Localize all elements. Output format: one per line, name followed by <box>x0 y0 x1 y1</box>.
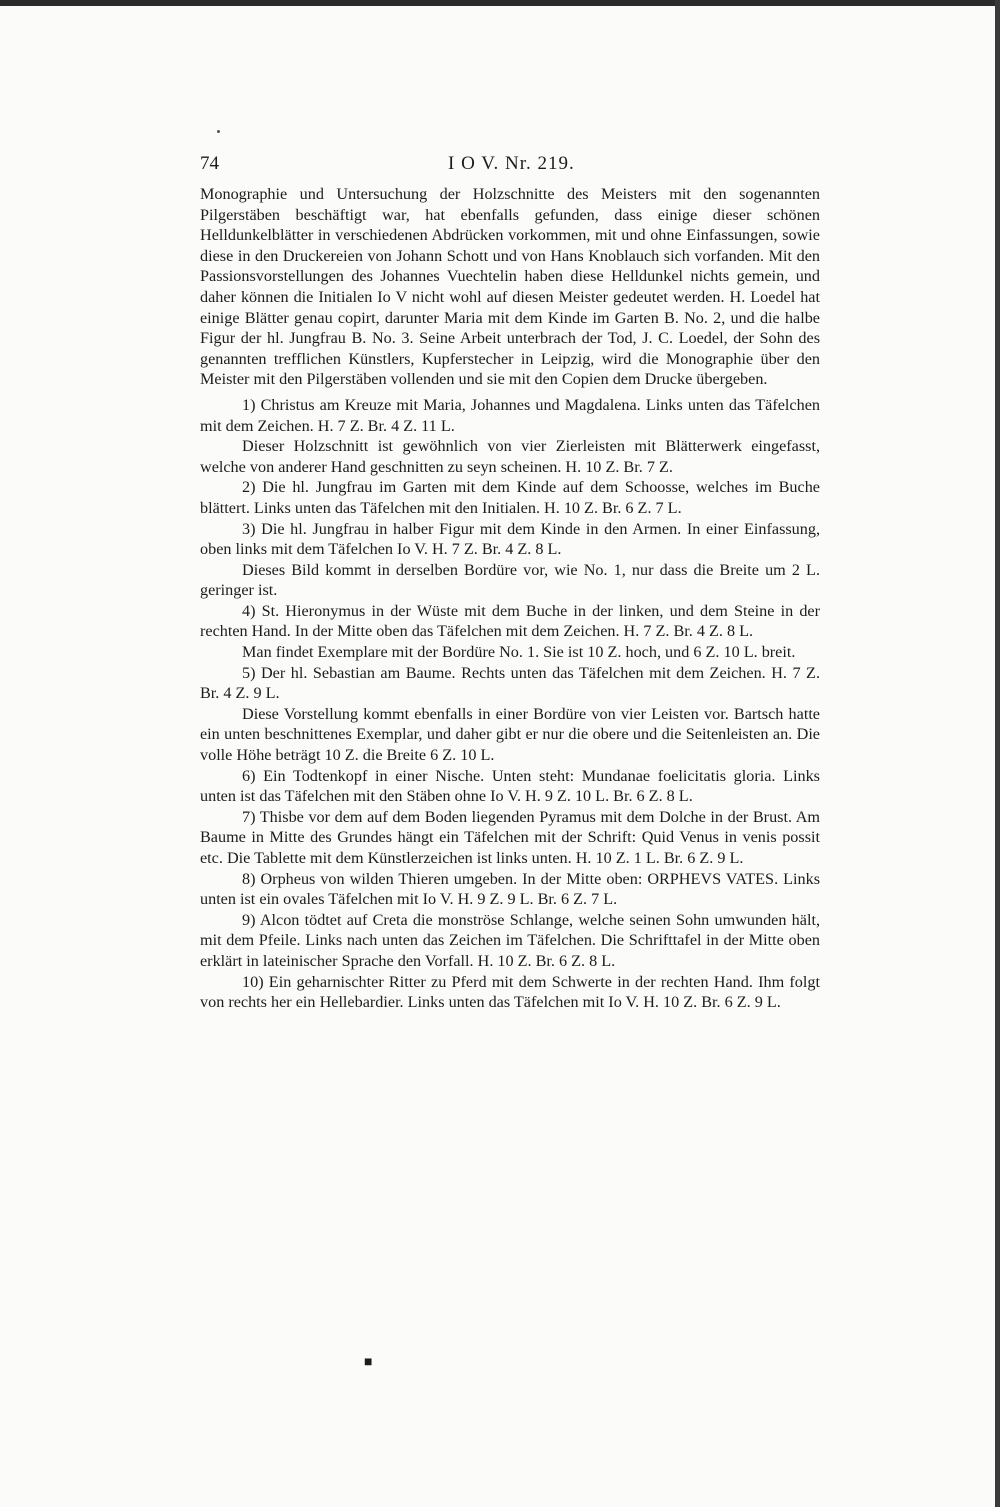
running-head <box>200 151 820 181</box>
entry-3: 3) Die hl. Jungfrau in halber Figur mit dem Kinde in den Armen. In einer Einfassung, oben links mit dem Täfelchen Io V. H. 7 Z. Br. 4 Z. 8 L. <box>200 519 820 559</box>
scan-speck <box>217 130 220 133</box>
entry-5: 5) Der hl. Sebastian am Baume. Rechts unten das Täfelchen mit dem Zeichen. H. 7 Z. Br. 4 Z. 9 L. <box>200 663 820 703</box>
entry-6: 6) Ein Todtenkopf in einer Nische. Unten steht: Mundanae foelicitatis gloria. Links unten ist das Täfelchen mit den Stäben ohne Io V. H. 9 Z. 10 L. Br. 6 Z. 8 L. <box>200 766 820 806</box>
entry-4-note: Man findet Exemplare mit der Bordüre No. 1. Sie ist 10 Z. hoch, und 6 Z. 10 L. breit. <box>242 643 796 662</box>
running-title: I O V. Nr. 219. <box>448 153 575 174</box>
body-text <box>200 184 820 1013</box>
entry-9: 9) Alcon tödtet auf Creta die monströse Schlange, welche seinen Sohn umwunden hält, mit dem Pfeile. Links nach unten das Zeichen im Täfelchen. Die Schrifttafel in der Mitte oben erklärt in lateinischer Sprache den Vorfall. H. 10 Z. Br. 6 Z. 8 L. <box>200 910 820 970</box>
entry-5-note: Diese Vorstellung kommt ebenfalls in einer Bordüre von vier Leisten vor. Bartsch hatte ein unten beschnittenes Exemplar, und daher gibt er nur die obere und die Seitenleisten an. Die volle Höhe beträgt 10 Z. die Breite 6 Z. 10 L. <box>200 704 820 765</box>
paragraph-intro: Monographie und Untersuchung der Holzschnitte des Meisters mit den sogenannten Pilgerstäben beschäftigt war, hat ebenfalls gefunden, dass einige dieser schönen Helldunkelblätter in verschiedenen Abdrücken vorkommen, mit und ohne Einfassungen, sowie diese in den Druckereien von Johann Schott und von Hans Knoblauch sich vorfanden. Mit den Passionsvorstellungen des Johannes Vuechtelin haben diese Helldunkel nichts gemein, und daher können die Initialen Io V nicht wohl auf diesen Meister gedeutet werden. H. Loedel hat einige Blätter genau copirt, darunter Maria mit dem Kinde im Garten B. No. 2, und die halbe Figur der hl. Jungfrau B. No. 3. Seine Arbeit unterbrach der Tod, J. C. Loedel, der Sohn des genannten trefflichen Künstlers, Kupferstecher in Leipzig, wird die Monographie über den Meister mit den Pilgerstäben vollenden und sie mit den Copien dem Drucke übergeben. <box>200 185 820 389</box>
entry-4: 4) St. Hieronymus in der Wüste mit dem Buche in der linken, und dem Steine in der rechten Hand. In der Mitte oben das Täfelchen mit dem Zeichen. H. 7 Z. Br. 4 Z. 8 L. <box>200 601 820 641</box>
page-number: 74 <box>200 153 219 174</box>
entry-1: 1) Christus am Kreuze mit Maria, Johannes und Magdalena. Links unten das Täfelchen mit dem Zeichen. H. 7 Z. Br. 4 Z. 11 L. <box>200 395 820 435</box>
entry-3-note: Dieses Bild kommt in derselben Bordüre vor, wie No. 1, nur dass die Breite um 2 L. geringer ist. <box>200 560 820 600</box>
entry-7: 7) Thisbe vor dem auf dem Boden liegenden Pyramus mit dem Dolche in der Brust. Am Baume in Mitte des Grundes hängt ein Täfelchen mit der Schrift: Quid Venus in venis possit etc. Die Tablette mit dem Künstlerzeichen ist links unten. H. 10 Z. 1 L. Br. 6 Z. 9 L. <box>200 807 820 867</box>
scan-border-top <box>0 0 1000 6</box>
entry-10: 10) Ein geharnischter Ritter zu Pferd mit dem Schwerte in der rechten Hand. Ihm folgt von rechts her ein Hellebardier. Links unten das Täfelchen mit Io V. H. 10 Z. Br. 6 Z. 9 L. <box>200 972 820 1012</box>
entry-8: 8) Orpheus von wilden Thieren umgeben. In der Mitte oben: ORPHEVS VATES. Links unten ist ein ovales Täfelchen mit Io V. H. 9 Z. 9 L. Br. 6 Z. 7 L. <box>200 869 820 909</box>
scan-border-right <box>995 0 1000 1507</box>
entry-1-note: Dieser Holzschnitt ist gewöhnlich von vier Zierleisten mit Blätterwerk eingefasst, welche von anderer Hand geschnitten zu seyn scheinen. H. 10 Z. Br. 7 Z. <box>200 437 820 476</box>
end-mark: ■ <box>364 1355 373 1370</box>
entry-2: 2) Die hl. Jungfrau im Garten mit dem Kinde auf dem Schoosse, welches im Buche blättert. Links unten das Täfelchen mit den Initialen. H. 10 Z. Br. 6 Z. 7 L. <box>200 478 820 517</box>
